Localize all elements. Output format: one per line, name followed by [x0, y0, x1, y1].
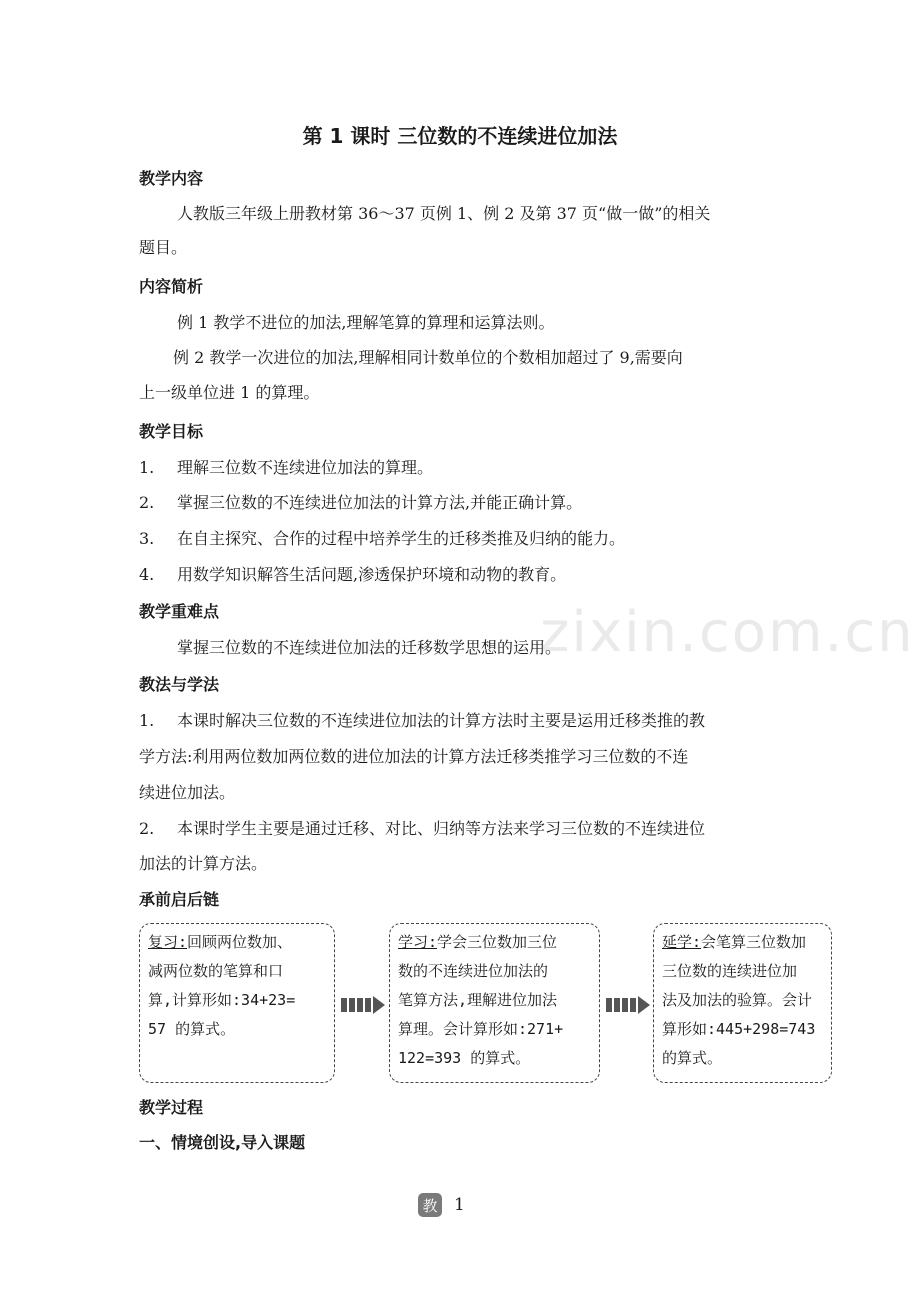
link-box-label: 延学:	[662, 933, 702, 951]
link-box-learn: 学习:学会三位数加三位 数的不连续进位加法的 笔算方法,理解进位加法 算理。会计算形如:271+ 122=393 的算式。	[389, 923, 600, 1083]
goal-item: 2. 掌握三位数的不连续进位加法的计算方法,并能正确计算。	[139, 493, 583, 512]
goal-item: 3. 在自主探究、合作的过程中培养学生的迁移类推及归纳的能力。	[139, 529, 626, 548]
watermark: zixin.com.cn	[540, 600, 915, 665]
content-line-1: 人教版三年级上册教材第 36～37 页例 1、例 2 及第 37 页“做一做”的相关	[177, 204, 711, 223]
method-1-line-1: 1. 本课时解决三位数的不连续进位加法的计算方法时主要是运用迁移类推的教	[139, 711, 706, 730]
content-line-2: 题目。	[139, 238, 188, 257]
key-points-text: 掌握三位数的不连续进位加法的迁移数学思想的运用。	[177, 638, 562, 657]
heading-links: 承前启后链	[139, 890, 220, 909]
summary-line-2: 例 2 教学一次进位的加法,理解相同计数单位的个数相加超过了 9,需要向	[173, 348, 683, 367]
link-box-label: 复习:	[148, 933, 188, 951]
teacher-badge-icon: 教	[418, 1193, 442, 1217]
page-number: 1	[454, 1195, 465, 1215]
page-footer	[418, 1193, 465, 1217]
heading-key-points: 教学重难点	[139, 602, 220, 621]
link-box-extend: 延学:会笔算三位数加 三位数的连续进位加 法及加法的验算。会计 算形如:445+298=743 的算式。	[653, 923, 832, 1083]
heading-goals: 教学目标	[139, 422, 204, 441]
summary-line-1: 例 1 教学不进位的加法,理解笔算的算理和运算法则。	[177, 313, 555, 332]
heading-process: 教学过程	[139, 1098, 204, 1117]
link-box-review: 复习:回顾两位数加、 减两位数的笔算和口 算,计算形如:34+23= 57 的算式。	[139, 923, 335, 1083]
heading-summary: 内容简析	[139, 277, 204, 296]
heading-content: 教学内容	[139, 169, 204, 188]
method-1-line-2: 学方法:利用两位数加两位数的进位加法的计算方法迁移类推学习三位数的不连	[139, 747, 689, 766]
arrow-right-icon	[341, 994, 385, 1012]
method-1-line-3: 续进位加法。	[139, 783, 236, 802]
subheading-process: 一、情境创设,导入课题	[139, 1133, 306, 1152]
summary-line-3: 上一级单位进 1 的算理。	[139, 383, 320, 402]
link-box-label: 学习:	[398, 933, 438, 951]
goal-item: 4. 用数学知识解答生活问题,渗透保护环境和动物的教育。	[139, 565, 567, 584]
goal-item: 1. 理解三位数不连续进位加法的算理。	[139, 458, 434, 477]
method-2-line-1: 2. 本课时学生主要是通过迁移、对比、归纳等方法来学习三位数的不连续进位	[139, 819, 706, 838]
heading-methods: 教法与学法	[139, 675, 220, 694]
arrow-right-icon	[606, 994, 650, 1012]
page-title: 第 1 课时 三位数的不连续进位加法	[302, 124, 618, 148]
method-2-line-2: 加法的计算方法。	[139, 854, 268, 873]
